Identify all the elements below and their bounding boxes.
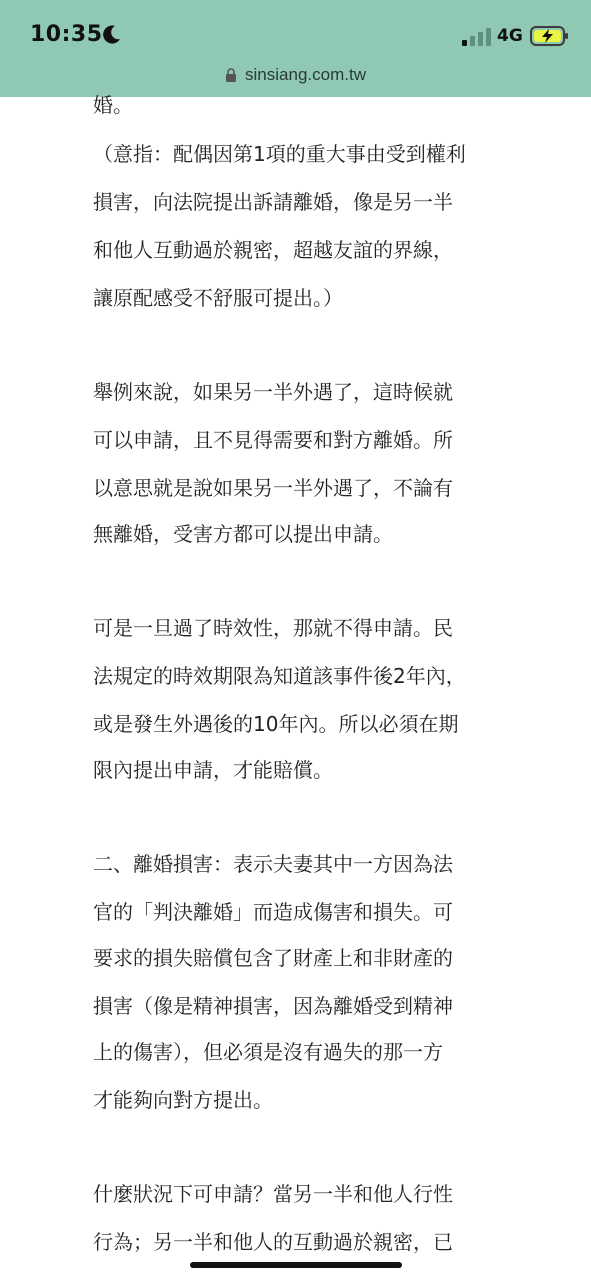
status-bar bbox=[0, 0, 591, 97]
article-line: （意指：配偶因第1項的重大事由受到權利 bbox=[93, 142, 466, 166]
article-line: 以意思就是說如果另一半外遇了，不論有 bbox=[93, 476, 453, 500]
article-line: 或是發生外遇後的10年內。所以必須在期 bbox=[93, 712, 459, 736]
article-line: 婚。 bbox=[93, 93, 133, 117]
home-indicator[interactable] bbox=[190, 1262, 402, 1268]
network-type: 4G bbox=[497, 26, 523, 46]
article-line: 可是一旦過了時效性，那就不得申請。民 bbox=[93, 616, 453, 640]
article-line: 官的「判決離婚」而造成傷害和損失。可 bbox=[93, 900, 453, 924]
moon-icon bbox=[100, 24, 122, 46]
battery-charging-icon bbox=[530, 25, 570, 47]
article-line: 可以申請，且不見得需要和對方離婚。所 bbox=[93, 428, 453, 452]
article-line: 限內提出申請，才能賠償。 bbox=[93, 758, 333, 782]
signal-bars-icon bbox=[462, 28, 492, 46]
article-line: 二、離婚損害：表示夫妻其中一方因為法 bbox=[93, 852, 453, 876]
article-line: 和他人互動過於親密，超越友誼的界線， bbox=[93, 238, 453, 262]
article-line: 法規定的時效期限為知道該事件後2年內， bbox=[93, 664, 466, 688]
article-line: 無離婚，受害方都可以提出申請。 bbox=[93, 522, 393, 546]
article-line: 才能夠向對方提出。 bbox=[93, 1088, 273, 1112]
article-line: 要求的損失賠償包含了財產上和非財產的 bbox=[93, 946, 453, 970]
status-time: 10:35 bbox=[30, 22, 103, 47]
url-text: sinsiang.com.tw bbox=[245, 65, 366, 84]
article-line: 損害，向法院提出訴請離婚，像是另一半 bbox=[93, 190, 453, 214]
article-line: 行為；另一半和他人的互動過於親密，已 bbox=[93, 1230, 453, 1254]
address-bar[interactable] bbox=[0, 60, 591, 90]
lock-icon bbox=[225, 68, 237, 82]
article-line: 讓原配感受不舒服可提出。） bbox=[93, 286, 343, 310]
article-line: 什麼狀況下可申請？當另一半和他人行性 bbox=[93, 1182, 453, 1206]
article-line: 舉例來說，如果另一半外遇了，這時候就 bbox=[93, 380, 453, 404]
article-line: 損害（像是精神損害，因為離婚受到精神 bbox=[93, 994, 453, 1018]
article-line: 上的傷害），但必須是沒有過失的那一方 bbox=[93, 1040, 443, 1064]
